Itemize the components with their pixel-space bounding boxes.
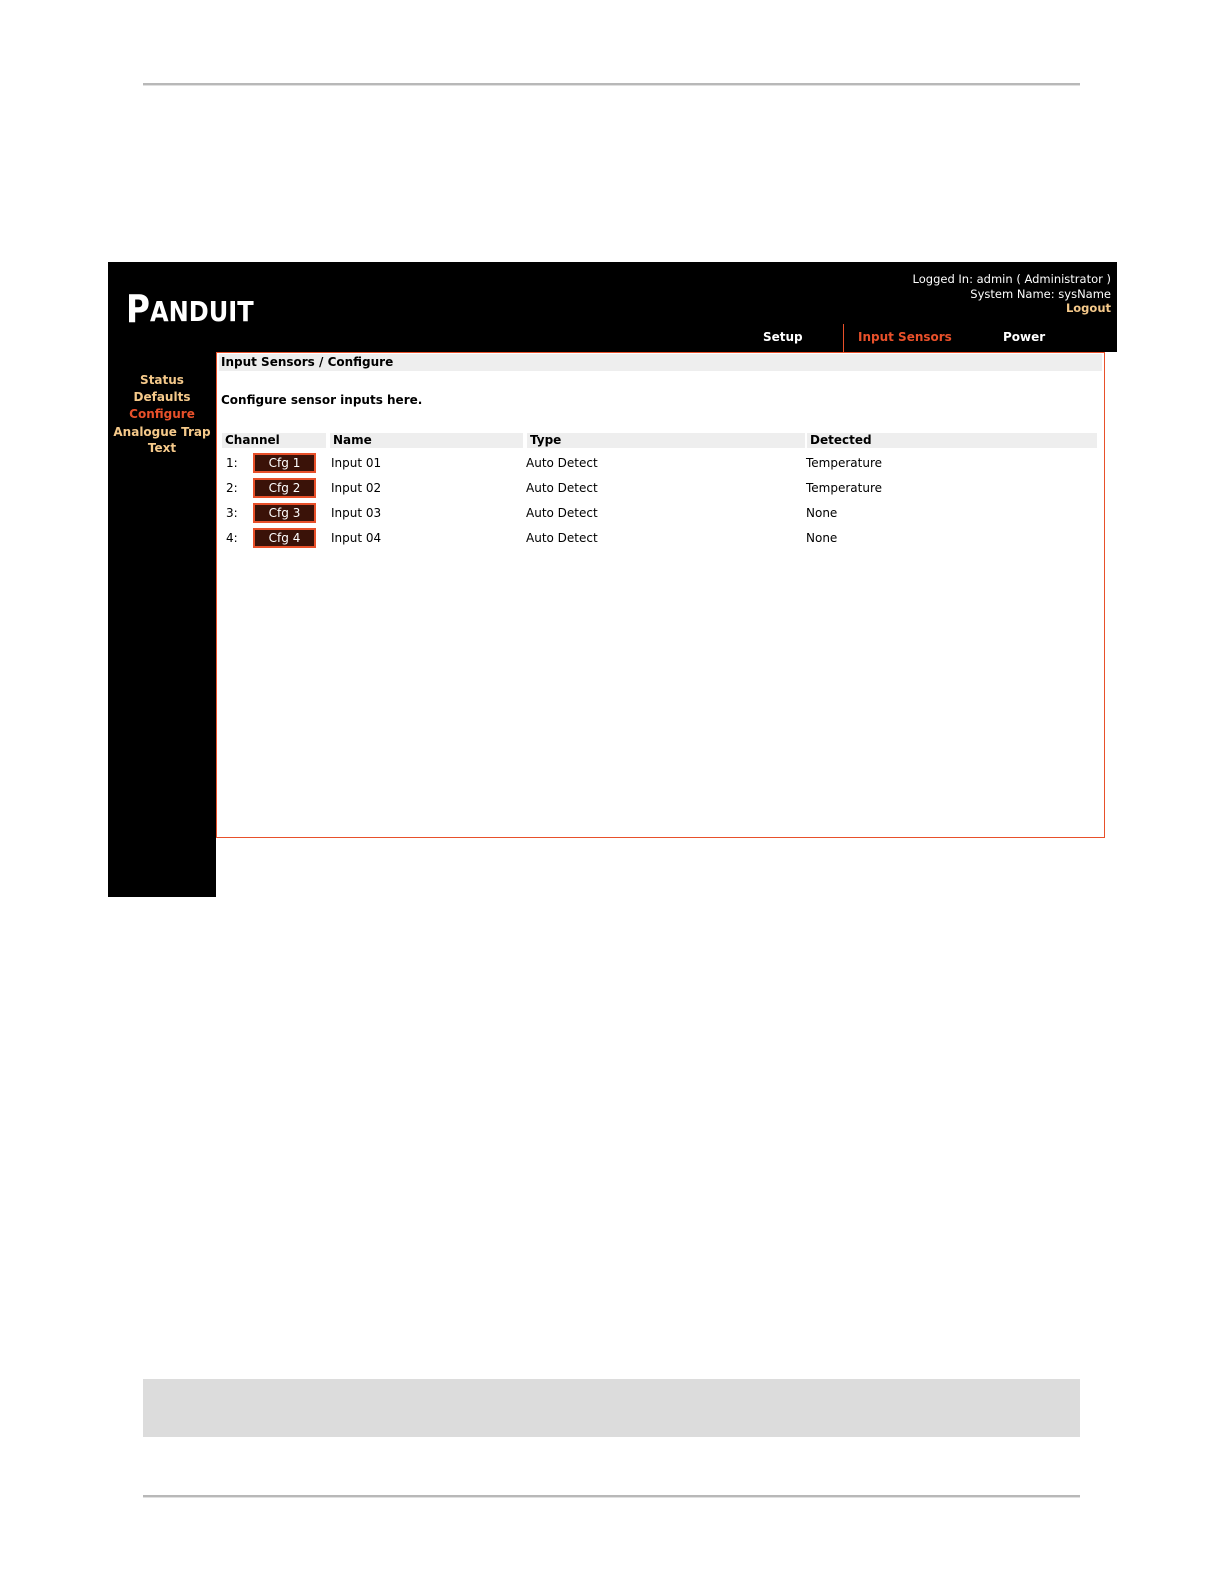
app-screenshot	[108, 262, 1117, 897]
footer-band	[143, 1379, 1080, 1437]
sidebar	[108, 352, 216, 897]
channel-number: 1:	[226, 456, 238, 470]
page-bottom-rule	[143, 1495, 1080, 1498]
tab-input-sensors[interactable]: Input Sensors	[858, 330, 952, 344]
input-type: Auto Detect	[526, 481, 598, 495]
cfg-3-button[interactable]: Cfg 3	[253, 503, 316, 523]
system-name-text: System Name: sysName	[970, 286, 1111, 301]
tab-power[interactable]: Power	[1003, 330, 1046, 344]
user-info	[913, 272, 1111, 316]
logo-initial: P	[126, 287, 150, 331]
table-row	[217, 452, 1097, 474]
input-detected: Temperature	[806, 456, 883, 470]
input-type: Auto Detect	[526, 531, 598, 545]
sidebar-item-configure[interactable]: Configure	[129, 407, 195, 421]
tab-separator	[843, 324, 844, 352]
header	[108, 262, 1117, 352]
panduit-logo	[126, 287, 254, 331]
input-name: Input 01	[331, 456, 382, 470]
channel-number: 4:	[226, 531, 238, 545]
column-header-channel: Channel	[222, 433, 326, 448]
cfg-2-button[interactable]: Cfg 2	[253, 478, 316, 498]
cfg-1-button[interactable]: Cfg 1	[253, 453, 316, 473]
input-name: Input 04	[331, 531, 382, 545]
channel-number: 3:	[226, 506, 238, 520]
breadcrumb: Input Sensors / Configure	[219, 354, 1102, 371]
input-detected: None	[806, 531, 838, 545]
column-header-detected: Detected	[807, 433, 1097, 448]
intro-text: Configure sensor inputs here.	[221, 393, 423, 407]
input-name: Input 02	[331, 481, 382, 495]
logout-link[interactable]: Logout	[1065, 301, 1111, 315]
page-top-rule	[143, 83, 1080, 86]
input-type: Auto Detect	[526, 506, 598, 520]
input-name: Input 03	[331, 506, 382, 520]
input-detected: Temperature	[806, 481, 883, 495]
sidebar-item-status[interactable]: Status	[140, 373, 184, 387]
sidebar-item-text[interactable]: Text	[147, 441, 177, 455]
cfg-4-button[interactable]: Cfg 4	[253, 528, 316, 548]
tab-setup[interactable]: Setup	[763, 330, 803, 344]
sidebar-item-analogue-trap[interactable]: Analogue Trap	[113, 425, 211, 439]
table-row	[217, 477, 1097, 499]
input-detected: None	[806, 506, 838, 520]
input-type: Auto Detect	[526, 456, 598, 470]
table-row	[217, 527, 1097, 549]
column-header-type: Type	[527, 433, 805, 448]
table-row	[217, 502, 1097, 524]
logo-rest: ANDUIT	[149, 295, 254, 328]
top-nav	[108, 324, 1117, 352]
column-header-name: Name	[330, 433, 523, 448]
sidebar-item-defaults[interactable]: Defaults	[133, 390, 191, 404]
content-panel	[216, 352, 1105, 838]
channel-number: 2:	[226, 481, 238, 495]
logged-in-text: Logged In: admin ( Administrator )	[912, 272, 1111, 286]
